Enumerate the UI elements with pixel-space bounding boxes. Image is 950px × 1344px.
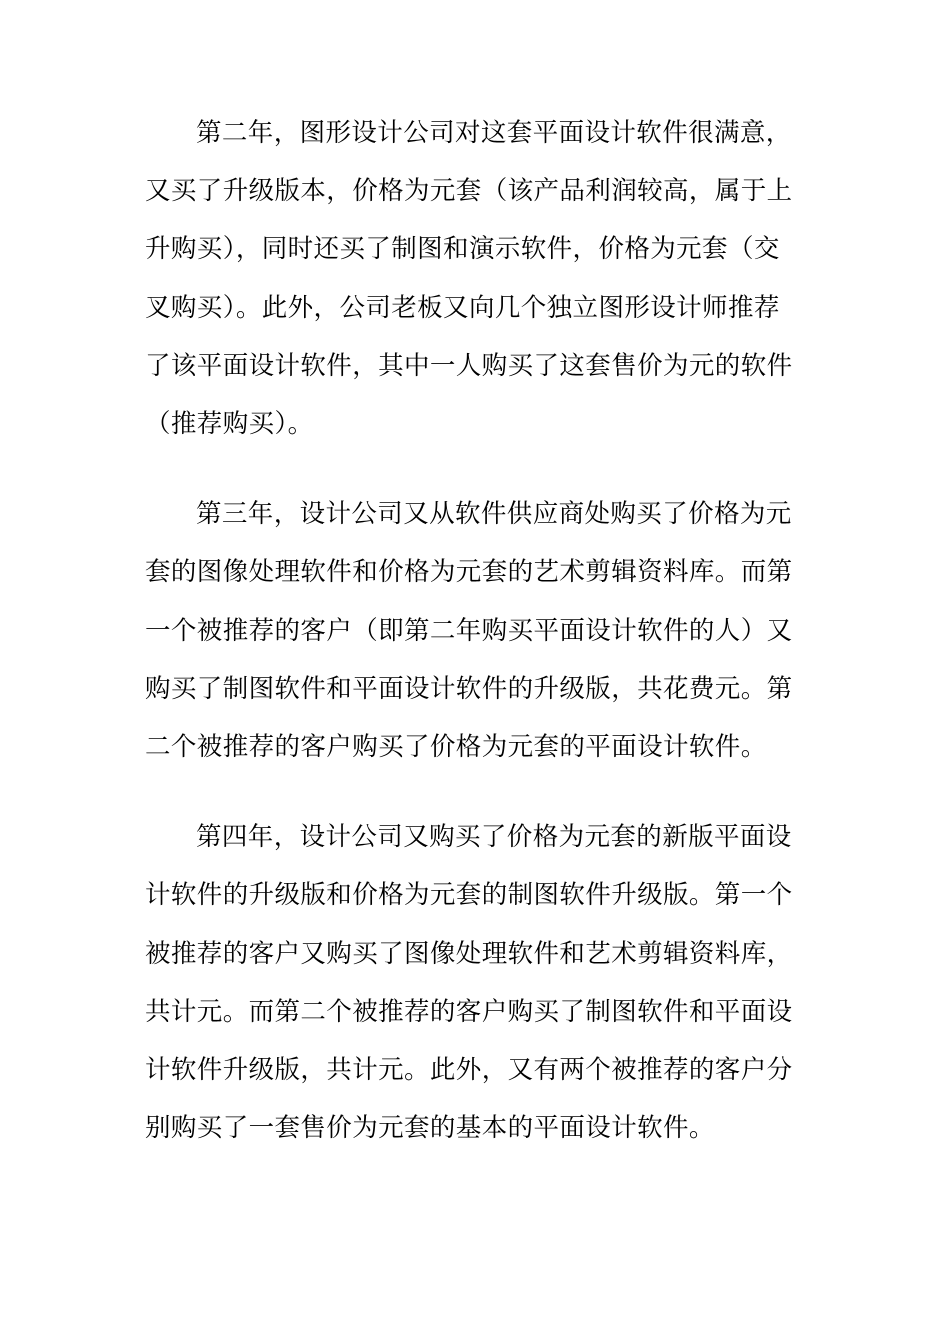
- text-line: 第四年，设计公司又购买了价格为元套的新版平面设: [196, 822, 792, 853]
- text-line: 了该平面设计软件，其中一人购买了这套售价为元的软件: [145, 350, 793, 381]
- paragraph-year-three: [145, 485, 793, 776]
- text-line: 第三年，设计公司又从软件供应商处购买了价格为元: [196, 499, 792, 530]
- text-line: 被推荐的客户又购买了图像处理软件和艺术剪辑资料库，: [145, 938, 793, 969]
- text-line: 叉购买）。此外，公司老板又向几个独立图形设计师推荐: [145, 292, 780, 323]
- text-line: 套的图像处理软件和价格为元套的艺术剪辑资料库。而第: [145, 557, 793, 588]
- document-body: [145, 104, 793, 1157]
- paragraph-year-two: [145, 104, 793, 453]
- text-line: 购买了制图软件和平面设计软件的升级版，共花费元。第: [145, 673, 793, 704]
- text-line: 二个被推荐的客户购买了价格为元套的平面设计软件。: [145, 732, 767, 763]
- text-line: 计软件的升级版和价格为元套的制图软件升级版。第一个: [145, 880, 793, 911]
- text-line: 别购买了一套售价为元套的基本的平面设计软件。: [145, 1113, 715, 1144]
- text-line: 一个被推荐的客户（即第二年购买平面设计软件的人）又: [145, 615, 793, 646]
- text-line: 升购买），同时还买了制图和演示软件，价格为元套（交: [145, 234, 780, 265]
- text-line: 共计元。而第二个被推荐的客户购买了制图软件和平面设: [145, 996, 793, 1027]
- paragraph-year-four: [145, 808, 793, 1157]
- text-line: 计软件升级版，共计元。此外，又有两个被推荐的客户分: [145, 1055, 793, 1086]
- text-line: （推荐购买）。: [145, 409, 314, 440]
- text-line: 又买了升级版本，价格为元套（该产品利润较高，属于上: [145, 176, 793, 207]
- text-line: 第二年，图形设计公司对这套平面设计软件很满意，: [196, 118, 792, 148]
